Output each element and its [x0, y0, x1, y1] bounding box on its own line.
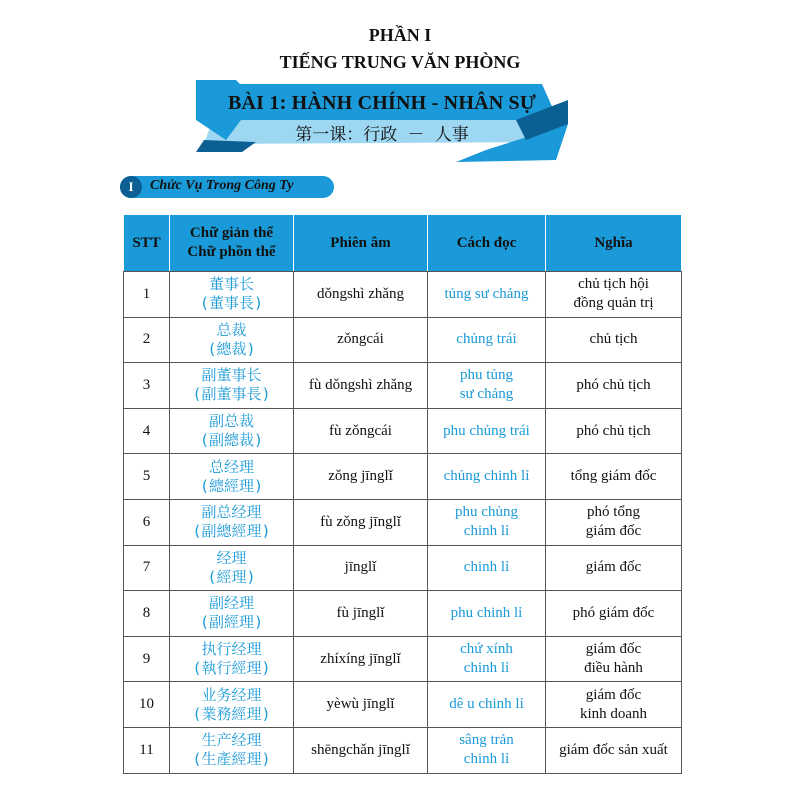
part-heading [0, 24, 800, 74]
header-simplified: Chữ giản thể [189, 225, 274, 241]
table-row [124, 727, 682, 773]
traditional-chars: (副經理) [199, 613, 264, 632]
meaning-line: chủ tịch hội [578, 276, 649, 293]
simplified-chars: 副董事长 [201, 366, 262, 385]
lesson-banner [196, 80, 568, 170]
cell-stt: 6 [124, 499, 170, 545]
table-row [124, 499, 682, 545]
cell-meaning [546, 408, 682, 454]
cell-characters [170, 636, 294, 682]
traditional-chars: (執行經理) [192, 659, 271, 678]
simplified-chars: 总裁 [216, 320, 247, 339]
meaning-line: phó giám đốc [572, 604, 655, 621]
reading-line: chủng chinh lỉ [443, 468, 530, 485]
cell-stt: 9 [124, 636, 170, 682]
cell-pinyin: fù zǒng jīnglǐ [294, 499, 428, 545]
meaning-line: giám đốc [585, 686, 642, 703]
meaning-line: phó chủ tịch [576, 376, 651, 393]
cell-pinyin: zhíxíng jīnglǐ [294, 636, 428, 682]
reading-line: tủng sư chảng [444, 285, 529, 302]
simplified-chars: 副经理 [208, 594, 254, 613]
simplified-chars: 总经理 [208, 457, 254, 476]
traditional-chars: (經理) [207, 567, 256, 586]
header-stt: STT [124, 215, 170, 272]
cell-pinyin: dǒngshì zhǎng [294, 272, 428, 318]
cell-characters [170, 591, 294, 637]
cell-stt: 5 [124, 454, 170, 500]
cell-reading [428, 454, 546, 500]
header-traditional: Chữ phồn thể [187, 244, 276, 260]
simplified-chars: 生产经理 [201, 731, 262, 750]
traditional-chars: (總經理) [199, 476, 264, 495]
cell-meaning [546, 636, 682, 682]
reading-line: chinh lỉ [463, 751, 510, 768]
table-row [124, 682, 682, 728]
reading-line: chinh lỉ [463, 523, 510, 540]
table-header-row [124, 215, 682, 272]
cell-meaning [546, 363, 682, 409]
cell-meaning [546, 591, 682, 637]
cell-characters [170, 408, 294, 454]
cell-characters [170, 545, 294, 591]
cell-reading [428, 408, 546, 454]
cell-stt: 2 [124, 317, 170, 363]
table-row [124, 317, 682, 363]
cell-meaning [546, 454, 682, 500]
reading-line: dê u chinh lỉ [449, 696, 524, 713]
traditional-chars: (生產經理) [192, 750, 271, 769]
cell-characters [170, 499, 294, 545]
cell-reading [428, 682, 546, 728]
cell-reading [428, 363, 546, 409]
cell-characters [170, 682, 294, 728]
cell-reading [428, 591, 546, 637]
meaning-line: giám đốc [585, 641, 642, 658]
reading-line: sư chảng [459, 386, 514, 403]
cell-reading [428, 317, 546, 363]
cell-characters [170, 727, 294, 773]
meaning-line: phó tổng [587, 504, 640, 521]
cell-stt: 4 [124, 408, 170, 454]
traditional-chars: (董事長) [199, 294, 264, 313]
meaning-line: giám đốc [585, 559, 642, 576]
cell-characters [170, 317, 294, 363]
cell-reading [428, 636, 546, 682]
traditional-chars: (副總經理) [192, 522, 271, 541]
cell-stt: 1 [124, 272, 170, 318]
simplified-chars: 执行经理 [201, 640, 262, 659]
meaning-line: giám đốc [585, 523, 642, 540]
part-label: PHẦN I [368, 25, 432, 45]
cell-meaning [546, 682, 682, 728]
cell-stt: 10 [124, 682, 170, 728]
cell-meaning [546, 545, 682, 591]
section-number-badge: I [120, 176, 142, 198]
traditional-chars: (總裁) [207, 339, 256, 358]
cell-stt: 8 [124, 591, 170, 637]
simplified-chars: 副总裁 [208, 412, 254, 431]
table-row [124, 545, 682, 591]
header-characters [170, 215, 294, 272]
cell-pinyin: fù dǒngshì zhǎng [294, 363, 428, 409]
header-meaning: Nghĩa [546, 215, 682, 272]
meaning-line: phó chủ tịch [576, 422, 651, 439]
cell-reading [428, 272, 546, 318]
simplified-chars: 经理 [216, 548, 247, 567]
traditional-chars: (副董事長) [192, 385, 271, 404]
reading-line: chinh lỉ [463, 559, 510, 576]
cell-stt: 7 [124, 545, 170, 591]
reading-line: chinh lỉ [463, 660, 510, 677]
simplified-chars: 业务经理 [201, 685, 262, 704]
simplified-chars: 副总经理 [201, 503, 262, 522]
table-row [124, 408, 682, 454]
cell-pinyin: zǒng jīnglǐ [294, 454, 428, 500]
cell-meaning [546, 499, 682, 545]
reading-line: phu chủng [455, 504, 518, 521]
table-row [124, 363, 682, 409]
cell-pinyin: fù zǒngcái [294, 408, 428, 454]
table-row [124, 591, 682, 637]
cell-pinyin: jīnglǐ [294, 545, 428, 591]
cell-pinyin: fù jīnglǐ [294, 591, 428, 637]
traditional-chars: (業務經理) [192, 704, 271, 723]
cell-reading [428, 499, 546, 545]
meaning-line: kinh doanh [579, 705, 648, 722]
cell-characters [170, 363, 294, 409]
cell-characters [170, 454, 294, 500]
table-row [124, 454, 682, 500]
header-pinyin: Phiên âm [294, 215, 428, 272]
cell-meaning [546, 727, 682, 773]
cell-pinyin: zǒngcái [294, 317, 428, 363]
reading-line: chủng trái [456, 331, 517, 348]
lesson-title-chinese: 第一课：行政 － 人事 [295, 125, 469, 145]
cell-pinyin: yèwù jīnglǐ [294, 682, 428, 728]
meaning-line: tổng giám đốc [570, 468, 657, 485]
part-title: TIẾNG TRUNG VĂN PHÒNG [279, 52, 521, 72]
cell-stt: 11 [124, 727, 170, 773]
reading-line: sâng trản [459, 732, 514, 749]
cell-meaning [546, 317, 682, 363]
cell-pinyin: shēngchǎn jīnglǐ [294, 727, 428, 773]
table-row [124, 272, 682, 318]
traditional-chars: (副總裁) [199, 431, 264, 450]
meaning-line: điều hành [584, 660, 643, 677]
header-reading: Cách đọc [428, 215, 546, 272]
cell-characters [170, 272, 294, 318]
cell-reading [428, 545, 546, 591]
meaning-line: giám đốc sản xuất [559, 741, 668, 758]
cell-stt: 3 [124, 363, 170, 409]
reading-line: chứ xính [460, 641, 513, 658]
reading-line: phu tủng [460, 367, 513, 384]
meaning-line: chủ tịch [589, 331, 638, 348]
reading-line: phu chinh lỉ [450, 604, 523, 621]
lesson-title: BÀI 1: HÀNH CHÍNH - NHÂN SỰ [228, 92, 536, 114]
table-row [124, 636, 682, 682]
simplified-chars: 董事长 [208, 275, 254, 294]
reading-line: phu chủng trái [443, 422, 530, 439]
cell-reading [428, 727, 546, 773]
section-title: Chức Vụ Trong Công Ty [150, 178, 294, 193]
cell-meaning [546, 272, 682, 318]
table-body [124, 272, 682, 774]
vocabulary-table [123, 214, 682, 774]
meaning-line: đồng quản trị [573, 295, 654, 312]
